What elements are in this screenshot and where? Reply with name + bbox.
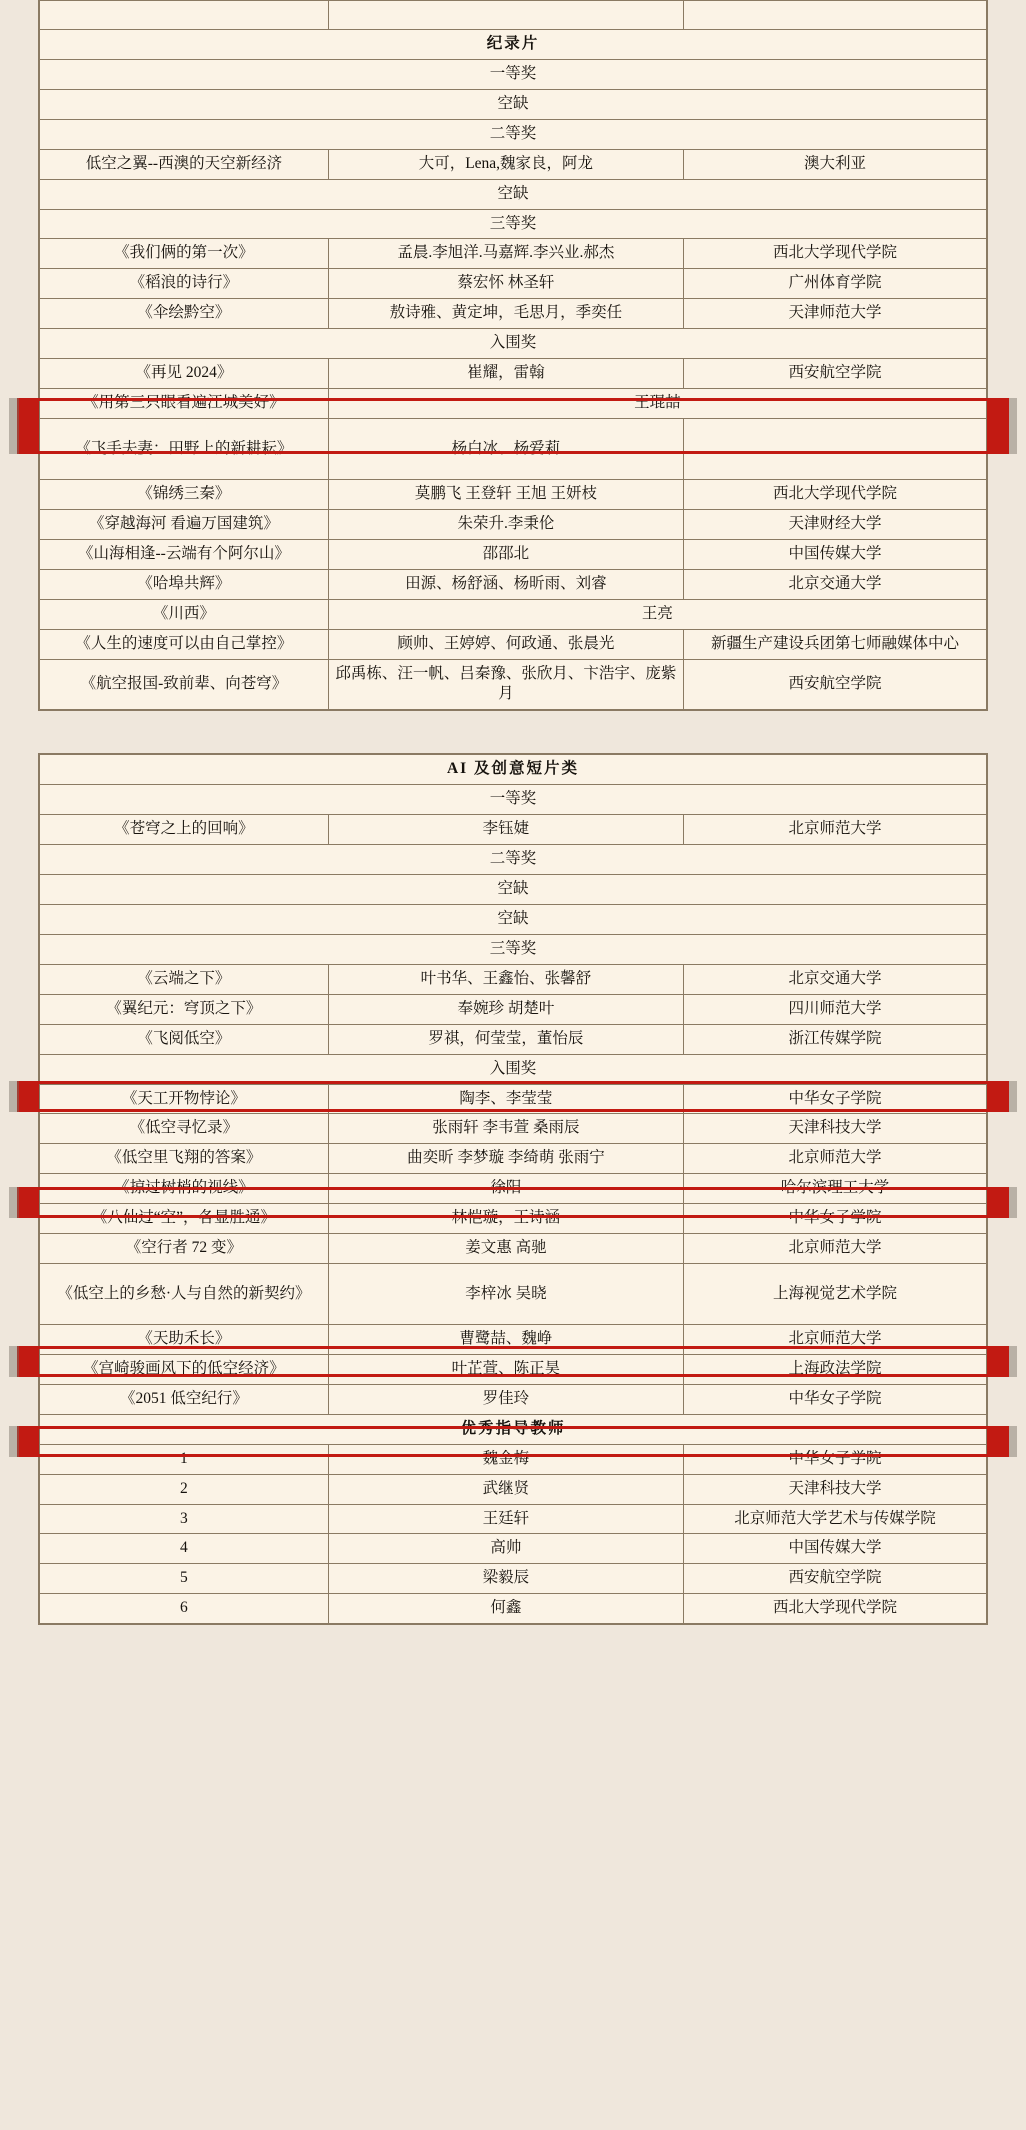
cell-name: 梁毅辰 [328,1564,683,1594]
cell-authors [328,1,683,30]
cell-authors: 林恺璇，王诗涵 [328,1204,683,1234]
award-level-row [40,59,987,89]
page-gap [0,711,1026,753]
table-row [40,1594,987,1624]
cell-authors: 莫鹏飞 王登轩 王旭 王妍枝 [328,479,683,509]
award-second: 二等奖 [40,119,987,149]
cell-authors: 陶李、李莹莹 [328,1084,683,1114]
cell-work: 《锦绣三秦》 [40,479,329,509]
table-row [40,1325,987,1355]
table-row [40,479,987,509]
cell-work: 《航空报国-致前辈、向苍穹》 [40,659,329,710]
cell-school: 北京师范大学 [683,815,986,845]
cell-school: 中华女子学院 [683,1084,986,1114]
table-row [40,299,987,329]
cell-work: 《飞手夫妻：田野上的新耕耘》 [40,418,329,479]
cell-authors: 邱禹栋、汪一帆、吕秦豫、张欣月、卞浩宇、庞紫月 [328,659,683,710]
table-row [40,1504,987,1534]
cell-school: 广州体育学院 [683,269,986,299]
cell-authors: 田源、杨舒涵、杨昕雨、刘睿 [328,569,683,599]
cell-work: 《稻浪的诗行》 [40,269,329,299]
cell-work: 《宫崎骏画风下的低空经济》 [40,1354,329,1384]
award-level-row [40,209,987,239]
award-level-row [40,845,987,875]
table-row [40,1024,987,1054]
cell-work: 《山海相逢--云端有个阿尔山》 [40,539,329,569]
table-row-highlighted [40,1084,987,1114]
cell-work: 《低空里飞翔的答案》 [40,1144,329,1174]
cell-name: 魏金梅 [328,1444,683,1474]
table-row [40,964,987,994]
award-vacant-row [40,179,987,209]
cell-authors: 罗祺，何莹莹，董怡辰 [328,1024,683,1054]
cell-authors: 大可，Lena,魏家良，阿龙 [328,149,683,179]
cell-work: 《翼纪元：穹顶之下》 [40,994,329,1024]
cell-school: 天津师范大学 [683,299,986,329]
table-row [40,1564,987,1594]
cell-name: 王廷轩 [328,1504,683,1534]
award-level-row [40,934,987,964]
page-title: 优秀指导教师 [40,1414,987,1444]
cell-authors: 孟晨.李旭洋.马嘉辉.李兴业.郝杰 [328,239,683,269]
table-row [40,815,987,845]
cell-work: 《低空寻忆录》 [40,1114,329,1144]
section-title-row [40,755,987,785]
cell-school: 中华女子学院 [683,1204,986,1234]
cell-school: 四川师范大学 [683,994,986,1024]
award-first: 一等奖 [40,59,987,89]
cell-school: 新疆生产建设兵团第七师融媒体中心 [683,629,986,659]
cell-school: 北京师范大学 [683,1144,986,1174]
table-row [40,359,987,389]
table-row [40,1534,987,1564]
cell-authors: 罗佳玲 [328,1384,683,1414]
cell-school: 北京师范大学艺术与传媒学院 [683,1504,986,1534]
award-third: 三等奖 [40,934,987,964]
table-row-highlighted [40,1384,987,1414]
cell-authors: 曲奕昕 李梦璇 李绮萌 张雨宁 [328,1144,683,1174]
cell-no: 2 [40,1474,329,1504]
cell-authors: 王亮 [328,599,986,629]
table-row [40,1474,987,1504]
cell-school: 天津财经大学 [683,509,986,539]
cell-school: 上海视觉艺术学院 [683,1264,986,1325]
cell-work: 《低空上的乡愁·人与自然的新契约》 [40,1264,329,1325]
cell-school: 浙江传媒学院 [683,1024,986,1054]
cell-name: 何鑫 [328,1594,683,1624]
cell-school: 北京交通大学 [683,569,986,599]
cell-name: 武继贤 [328,1474,683,1504]
cell-work: 《天助禾长》 [40,1325,329,1355]
cell-work: 《人生的速度可以由自己掌控》 [40,629,329,659]
cell-authors: 顾帅、王婷婷、何政通、张晨光 [328,629,683,659]
cell-school [683,1,986,30]
cell-no: 5 [40,1564,329,1594]
cell-school: 中华女子学院 [683,1384,986,1414]
page-title: 纪录片 [40,30,987,60]
award-vacant: 空缺 [40,904,987,934]
cell-work: 《八仙过“空”，各显胜通》 [40,1204,329,1234]
table-row [40,539,987,569]
award-vacant: 空缺 [40,875,987,905]
cell-work: 《云端之下》 [40,964,329,994]
section-title-row [40,1414,987,1444]
table-row [40,629,987,659]
cell-school: 西安航空学院 [683,659,986,710]
cell-authors: 曹鹭喆、魏峥 [328,1325,683,1355]
cell-authors: 李钰婕 [328,815,683,845]
cell-school: 西安航空学院 [683,359,986,389]
award-vacant-row [40,875,987,905]
table-row [40,1114,987,1144]
award-level-row [40,1054,987,1084]
award-third: 三等奖 [40,209,987,239]
cell-school: 哈尔滨理工大学 [683,1174,986,1204]
table-row [40,1174,987,1204]
cell-authors: 朱荣升.李秉伦 [328,509,683,539]
cell-school: 中国传媒大学 [683,539,986,569]
cell-authors: 奉婉珍 胡楚叶 [328,994,683,1024]
cell-authors: 蔡宏怀 林圣轩 [328,269,683,299]
table-row [40,569,987,599]
cell-work: 《2051 低空纪行》 [40,1384,329,1414]
table-row-highlighted [40,418,987,479]
table-row [40,239,987,269]
cell-authors: 叶书华、王鑫怡、张馨舒 [328,964,683,994]
cell-school: 北京师范大学 [683,1325,986,1355]
cell-school: 中国传媒大学 [683,1534,986,1564]
cell-no: 4 [40,1534,329,1564]
cell-school: 中华女子学院 [683,1444,986,1474]
cell-work: 《再见 2024》 [40,359,329,389]
cell-authors: 崔耀，雷翰 [328,359,683,389]
cell-work [40,1,329,30]
cell-authors: 张雨轩 李韦萱 桑雨辰 [328,1114,683,1144]
cell-work: 《苍穹之上的回响》 [40,815,329,845]
table-row [40,1144,987,1174]
award-level-row [40,785,987,815]
table-row-highlighted [40,1204,987,1234]
section-ai-short-film [38,753,988,1625]
documentary-table [39,0,987,710]
table-row-highlighted [40,1444,987,1474]
cell-school: 北京交通大学 [683,964,986,994]
table-row [40,599,987,629]
cell-authors: 杨白冰、杨爱莉 [328,418,683,479]
cell-work: 《我们俩的第一次》 [40,239,329,269]
table-row [40,1354,987,1384]
cell-work: 《天工开物悖论》 [40,1084,329,1114]
cell-work: 《飞阅低空》 [40,1024,329,1054]
award-first: 一等奖 [40,785,987,815]
cell-work: 《哈埠共辉》 [40,569,329,599]
page-title: AI 及创意短片类 [40,755,987,785]
cell-name: 高帅 [328,1534,683,1564]
award-vacant: 空缺 [40,179,987,209]
cell-authors: 徐阳 [328,1174,683,1204]
cell-authors: 王琨喆 [328,389,986,419]
award-shortlist: 入围奖 [40,1054,987,1084]
cell-authors: 敖诗雅、黄定坤，毛思月，季奕任 [328,299,683,329]
cell-authors: 邵邵北 [328,539,683,569]
ai-short-film-table [39,754,987,1624]
table-row [40,994,987,1024]
table-row [40,509,987,539]
cell-school [683,418,986,479]
table-row [40,1264,987,1325]
cell-school: 澳大利亚 [683,149,986,179]
award-vacant: 空缺 [40,89,987,119]
table-row [40,1,987,30]
section-title-row [40,30,987,60]
cell-work: 低空之翼--西澳的天空新经济 [40,149,329,179]
table-row [40,389,987,419]
table-row [40,269,987,299]
cell-no: 1 [40,1444,329,1474]
award-second: 二等奖 [40,845,987,875]
cell-school: 天津科技大学 [683,1474,986,1504]
cell-no: 6 [40,1594,329,1624]
cell-work: 《穿越海河 看遍万国建筑》 [40,509,329,539]
cell-authors: 叶芷萱、陈正昊 [328,1354,683,1384]
cell-work: 《伞绘黔空》 [40,299,329,329]
cell-work: 《用第三只眼看遍江城美好》 [40,389,329,419]
cell-school: 西安航空学院 [683,1564,986,1594]
table-row [40,659,987,710]
cell-school: 西北大学现代学院 [683,479,986,509]
cell-authors: 姜文惠 高驰 [328,1234,683,1264]
award-level-row [40,329,987,359]
cell-work: 《掠过树梢的视线》 [40,1174,329,1204]
cell-school: 上海政法学院 [683,1354,986,1384]
cell-work: 《川西》 [40,599,329,629]
cell-school: 天津科技大学 [683,1114,986,1144]
cell-school: 西北大学现代学院 [683,239,986,269]
cell-school: 北京师范大学 [683,1234,986,1264]
award-vacant-row [40,89,987,119]
table-row [40,149,987,179]
cell-work: 《空行者 72 变》 [40,1234,329,1264]
cell-school: 西北大学现代学院 [683,1594,986,1624]
table-row [40,1234,987,1264]
cell-no: 3 [40,1504,329,1534]
section-documentary [38,0,988,711]
award-shortlist: 入围奖 [40,329,987,359]
award-vacant-row [40,904,987,934]
award-level-row [40,119,987,149]
cell-authors: 李梓冰 吴晓 [328,1264,683,1325]
